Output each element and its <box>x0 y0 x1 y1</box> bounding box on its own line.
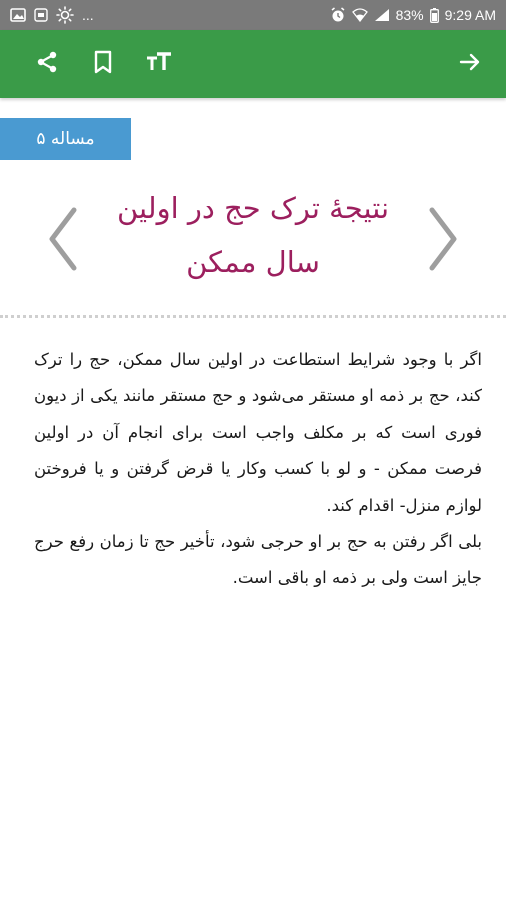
status-bar-right <box>330 0 496 30</box>
status-bar <box>0 0 506 30</box>
text-size-icon <box>145 50 173 78</box>
next-button[interactable] <box>422 204 462 274</box>
app-bar <box>0 30 506 98</box>
battery-icon <box>430 8 439 23</box>
bookmark-button[interactable] <box>81 30 125 98</box>
article-body <box>34 342 482 597</box>
title-container <box>90 180 416 290</box>
issue-number-tag: مساله ۵ <box>0 118 131 160</box>
image-icon <box>10 8 26 22</box>
wifi-icon <box>352 8 368 22</box>
chevron-left-icon <box>44 259 84 278</box>
alarm-icon <box>330 7 346 23</box>
paragraph-2: بلی اگر رفتن به حج بر او حرجی شود، تأخیر حج تا زمان رفع حرج جایز است ولی بر ذمه او باقی است. <box>34 532 482 588</box>
small-badge-icon <box>34 8 48 22</box>
text-size-button[interactable] <box>137 30 181 98</box>
paragraph-1: اگر با وجود شرایط استطاعت در اولین سال ممکن، حج را ترک کند، حج بر ذمه او مستقر می‌شود و حج مستقر مانند یکی از دیون فوری است که بر مکلف واجب است برای انجام آن در اولین فرصت ممکن - و لو با کسب وکار یا قرض گرفتن و یا فروختن لوازم منزل- اقدام کند. <box>34 350 482 515</box>
chevron-right-icon <box>422 259 462 278</box>
share-icon <box>35 50 59 78</box>
share-button[interactable] <box>25 30 69 98</box>
brightness-icon <box>56 6 74 24</box>
status-bar-left <box>10 0 94 30</box>
more-indicator: ... <box>82 7 94 23</box>
signal-icon <box>374 8 390 22</box>
dotted-divider <box>0 315 506 318</box>
article-title: نتیجهٔ ترک حج در اولین سال ممکن <box>116 191 390 279</box>
forward-button[interactable] <box>448 30 492 98</box>
bookmark-icon <box>93 50 113 78</box>
arrow-forward-icon <box>458 50 482 78</box>
previous-button[interactable] <box>44 204 84 274</box>
clock: 9:29 AM <box>444 7 496 23</box>
battery-percent: 83% <box>395 7 424 23</box>
